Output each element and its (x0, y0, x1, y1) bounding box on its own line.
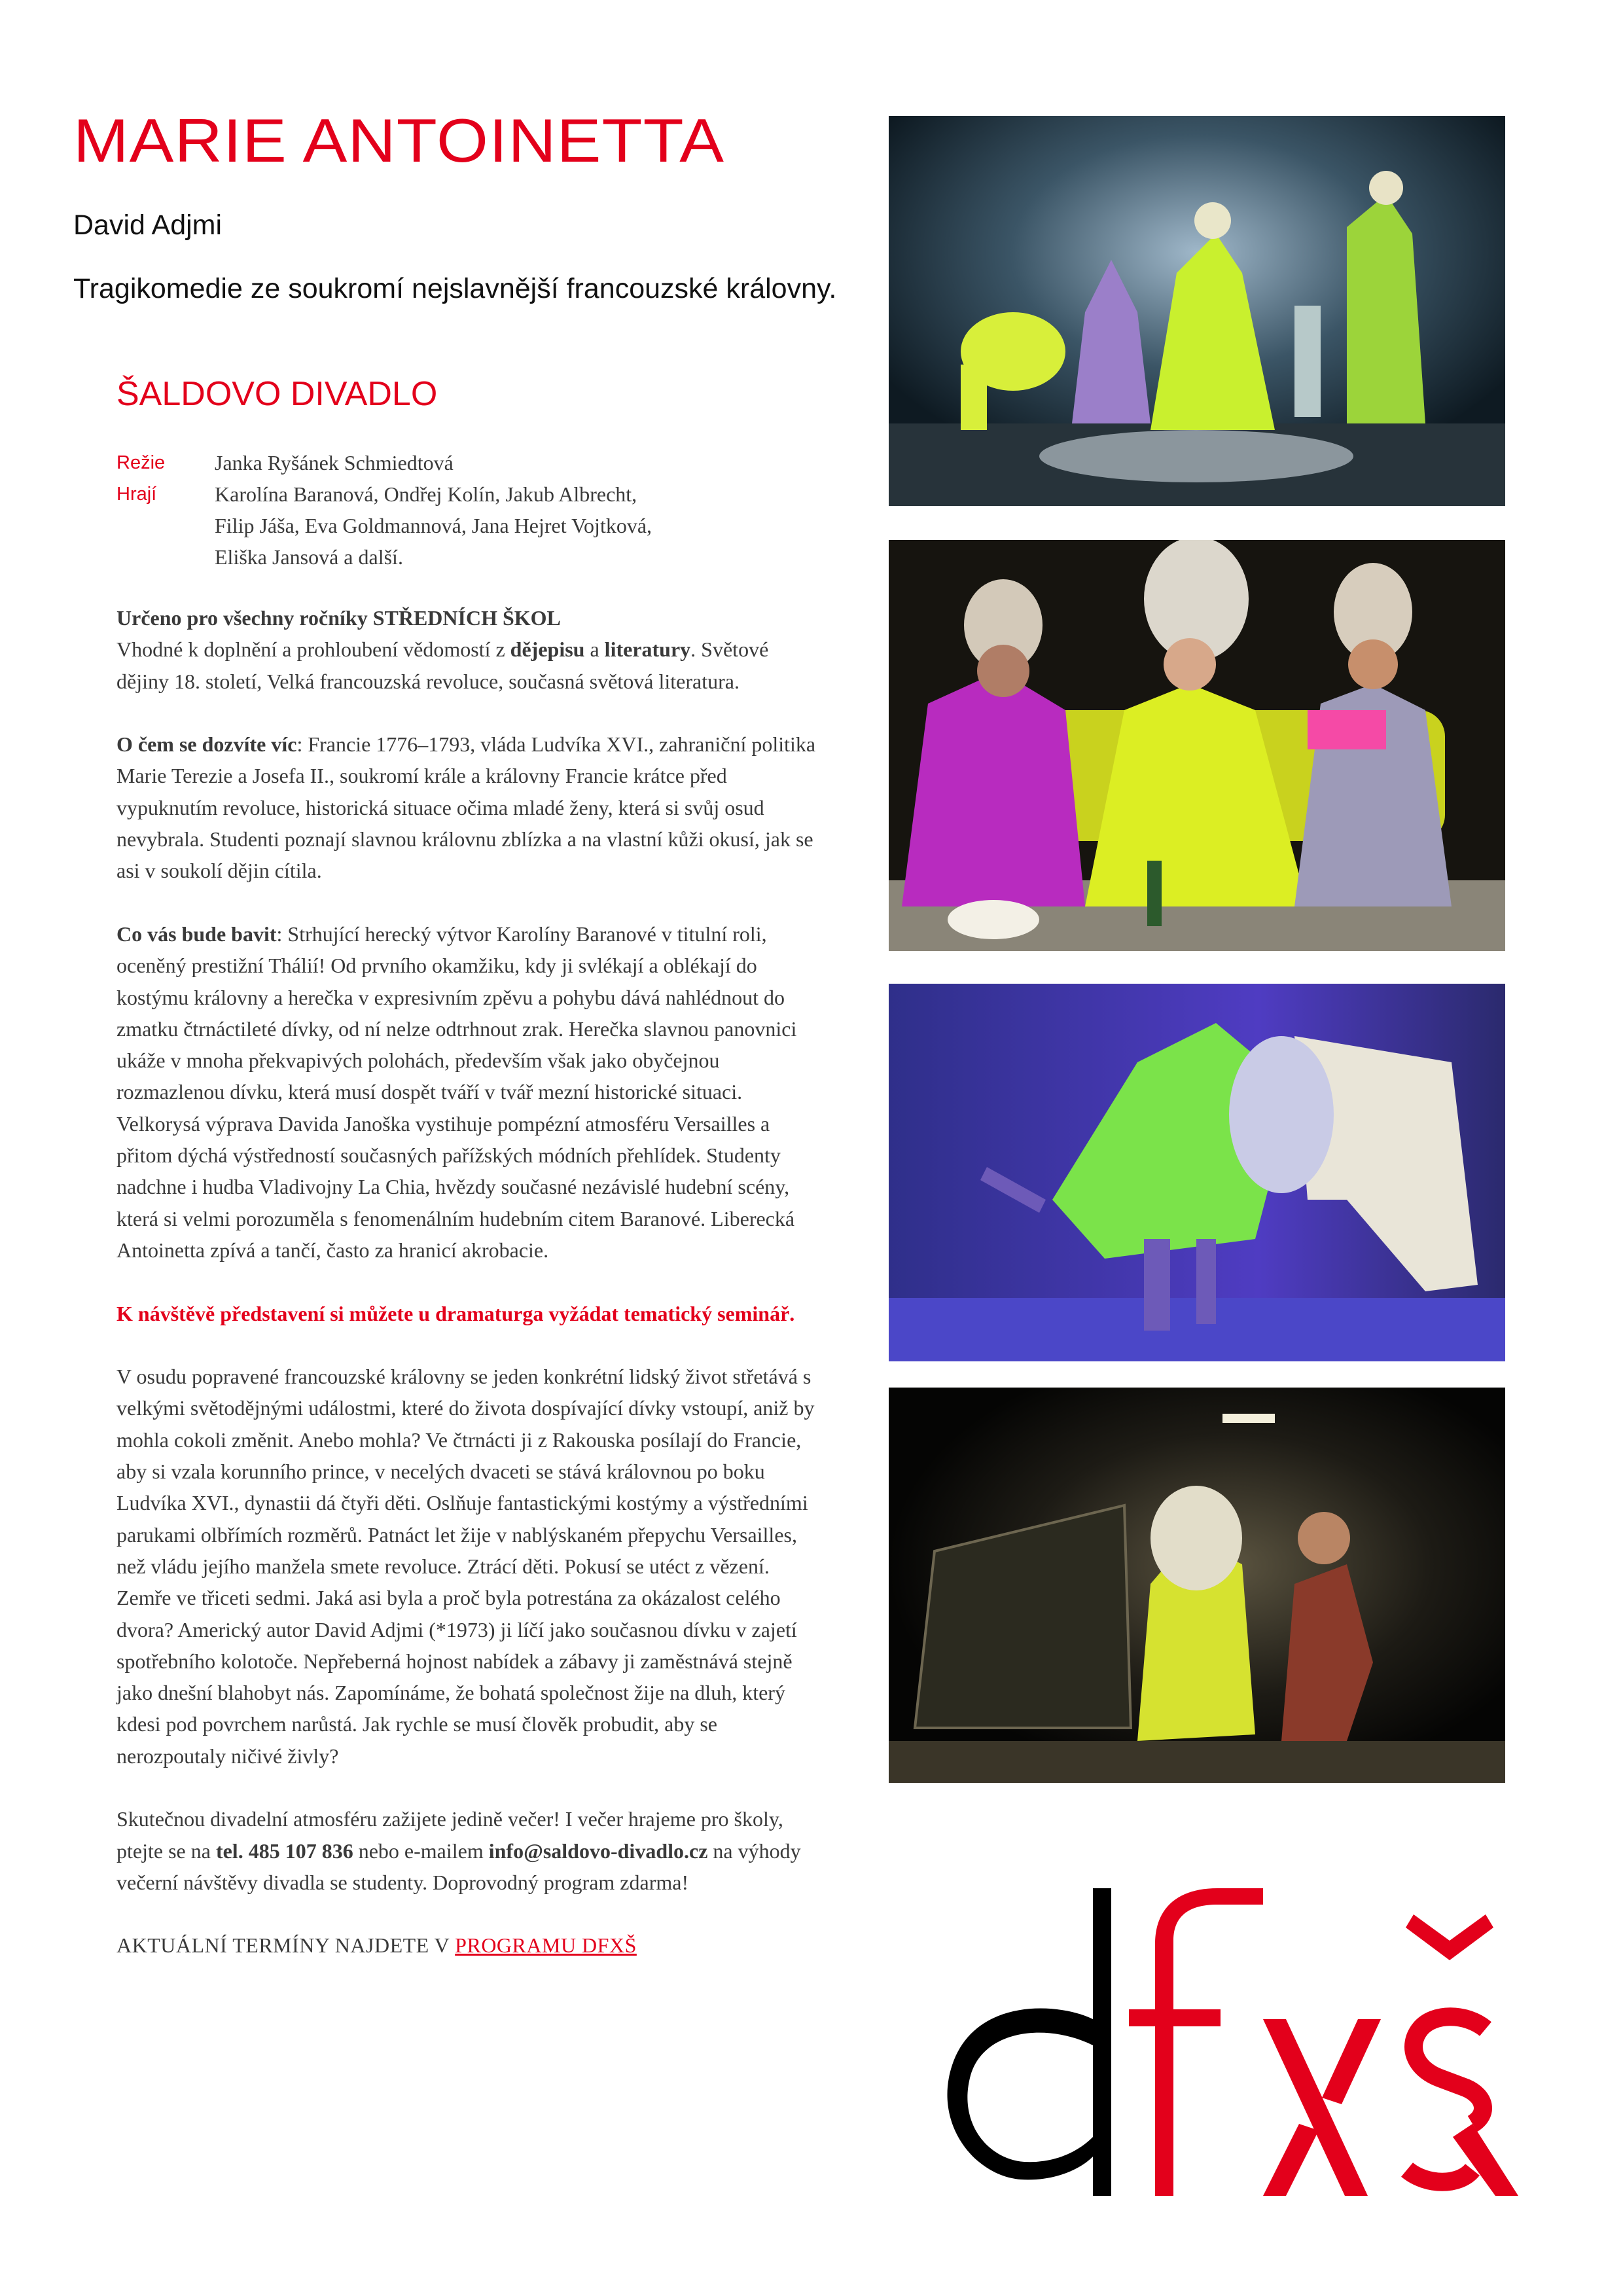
audience-text: . Světové dějiny 18. století, Velká francouzská revoluce, současná světová literatura. (116, 637, 769, 693)
author: David Adjmi (73, 209, 223, 241)
fun-lead: Co vás bude bavit (116, 922, 277, 946)
stage-photo-1 (889, 116, 1505, 506)
footer-text: AKTUÁLNÍ TERMÍNY NAJDETE V (116, 1933, 455, 1958)
footer-line (116, 1929, 820, 1961)
audience-text: Vhodné k doplnění a prohloubení vědomostí z (116, 637, 510, 662)
learn-lead: O čem se dozvíte víc (116, 732, 297, 757)
fun-paragraph (116, 918, 820, 1266)
credit-value: Filip Jáša, Eva Goldmannová, Jana Hejret Vojtková, (215, 514, 652, 537)
subject-literature: literatury (604, 637, 691, 662)
credit-row (116, 447, 771, 478)
venue-heading: ŠALDOVO DIVADLO (116, 375, 438, 413)
subtitle: Tragikomedie ze soukromí nejslavnější francouzské královny. (73, 273, 837, 304)
learn-text: : Francie 1776–1793, vláda Ludvíka XVI., zahraniční politika Marie Terezie a Josefa II., soukromí krále a královny Francie krátce před vypuknutím revoluce, historická situace očima mladé ženy, která si svůj osud nevybrala. Studenti poznají slavnou královnu zblízka a na vlastní kůži okusí, jak se asi v soukolí dějin cítila. (116, 732, 816, 883)
learn-paragraph (116, 728, 820, 886)
subject-history: dějepisu (510, 637, 585, 662)
credit-value: Eliška Jansová a další. (215, 545, 403, 569)
program-link[interactable]: PROGRAMU DFXŠ (455, 1933, 637, 1958)
credit-label: Režie (116, 452, 166, 473)
stage-photo-3 (889, 984, 1505, 1361)
credit-label (116, 541, 215, 573)
credit-value: Karolína Baranová, Ondřej Kolín, Jakub Albrecht, (215, 482, 637, 506)
story-paragraph: V osudu popravené francouzské královny se jeden konkrétní lidský život střetává s velkými světodějnými událostmi, které do života dospívající dívky vstoupí, aniž by mohla cokoli změnit. Anebo mohla? Ve čtrnácti ji z Rakouska posílají do Francie, aby si vzala korunního prince, v necelých dvaceti se stává královnou po boku Ludvíka XVI., dynastii dá čtyři děti. Oslňuje fantastickými kostýmy a výstředními parukami olbřímích rozměrů. Patnáct let žije v nablýskaném přepychu Versailles, než vládu jejího manžela smete revoluce. Ztrácí děti. Pokusí se utéct z vězení. Zemře ve třiceti sedmi. Jaká asi byla a proč byla potrestána za okázalost celého dvora? Americký autor David Adjmi (*1973) ji líčí jako současnou dívku v zajetí spotřebního kolotoče. Nepřeberná hojnost nabídek a zábavy ji zaměstnává stejně jako dnešní blahobyt nás. Zapomínáme, že bohatá společnost žije na dluh, který kdesi pod povrchem narůstá. Jak rychle se musí člověk probudit, aby se nerozpoutaly ničivé živly? (116, 1365, 815, 1768)
credit-row (116, 510, 771, 541)
dfxs-logo (897, 1888, 1551, 2196)
phone-number[interactable]: tel. 485 107 836 (215, 1839, 353, 1863)
audience-lead: Určeno pro všechny ročníky STŘEDNÍCH ŠKOL (116, 606, 561, 630)
body-text (116, 602, 820, 1962)
stage-photo-4 (889, 1388, 1505, 1783)
credit-row (116, 541, 771, 573)
credit-label (116, 510, 215, 541)
audience-text: a (584, 637, 605, 662)
page-title: MARIE ANTOINETTA (73, 106, 725, 175)
seminar-note-text: K návštěvě představení si můžete u dramaturga vyžádat tematický seminář. (116, 1301, 795, 1325)
credits (116, 447, 771, 573)
credit-row (116, 478, 771, 510)
stage-photo-2 (889, 540, 1505, 951)
contact-paragraph (116, 1803, 820, 1898)
credit-label: Hrají (116, 484, 157, 505)
contact-text: Skutečnou divadelní atmosféru zažijete jedině večer! I večer hrajeme pro školy, ptejte se na (116, 1807, 783, 1863)
email-address[interactable]: info@saldovo-divadlo.cz (488, 1839, 708, 1863)
fun-text: : Strhující herecký výtvor Karolíny Baranové v titulní roli, oceněný prestižní Thálií! Od prvního okamžiku, kdy ji svlékají a oblékají do kostýmu královny a herečka v expresivním zpěvu a pohybu dává nahlédnout do zmatku čtrnáctileté dívky, od ní nelze odtrhnout zrak. Herečka slavnou panovnici ukáže v mnoha překvapivých polohách, především však jako obyčejnou rozmazlenou dívku, která musí dospět tváří v tvář mezní historické situaci. Velkorysá výprava Davida Janoška vystihuje pompézní atmosféru Versailles a přitom dýchá výstředností současných pařížských módních přehlídek. Studenty nadchne i hudba Vladivojny La Chia, hvězdy současné nezávislé hudební scény, která si velmi porozuměla s fenomenálním hudebním citem Baranové. Liberecká Antoinetta zpívá a tančí, často za hranicí akrobacie. (116, 922, 797, 1262)
contact-text: nebo e-mailem (353, 1839, 489, 1863)
seminar-note (116, 1298, 820, 1329)
credit-value: Janka Ryšánek Schmiedtová (215, 451, 454, 475)
contact-text: na výhody večerní návštěvy divadla se studenty. Doprovodný program zdarma! (116, 1839, 801, 1894)
audience-paragraph (116, 602, 820, 697)
